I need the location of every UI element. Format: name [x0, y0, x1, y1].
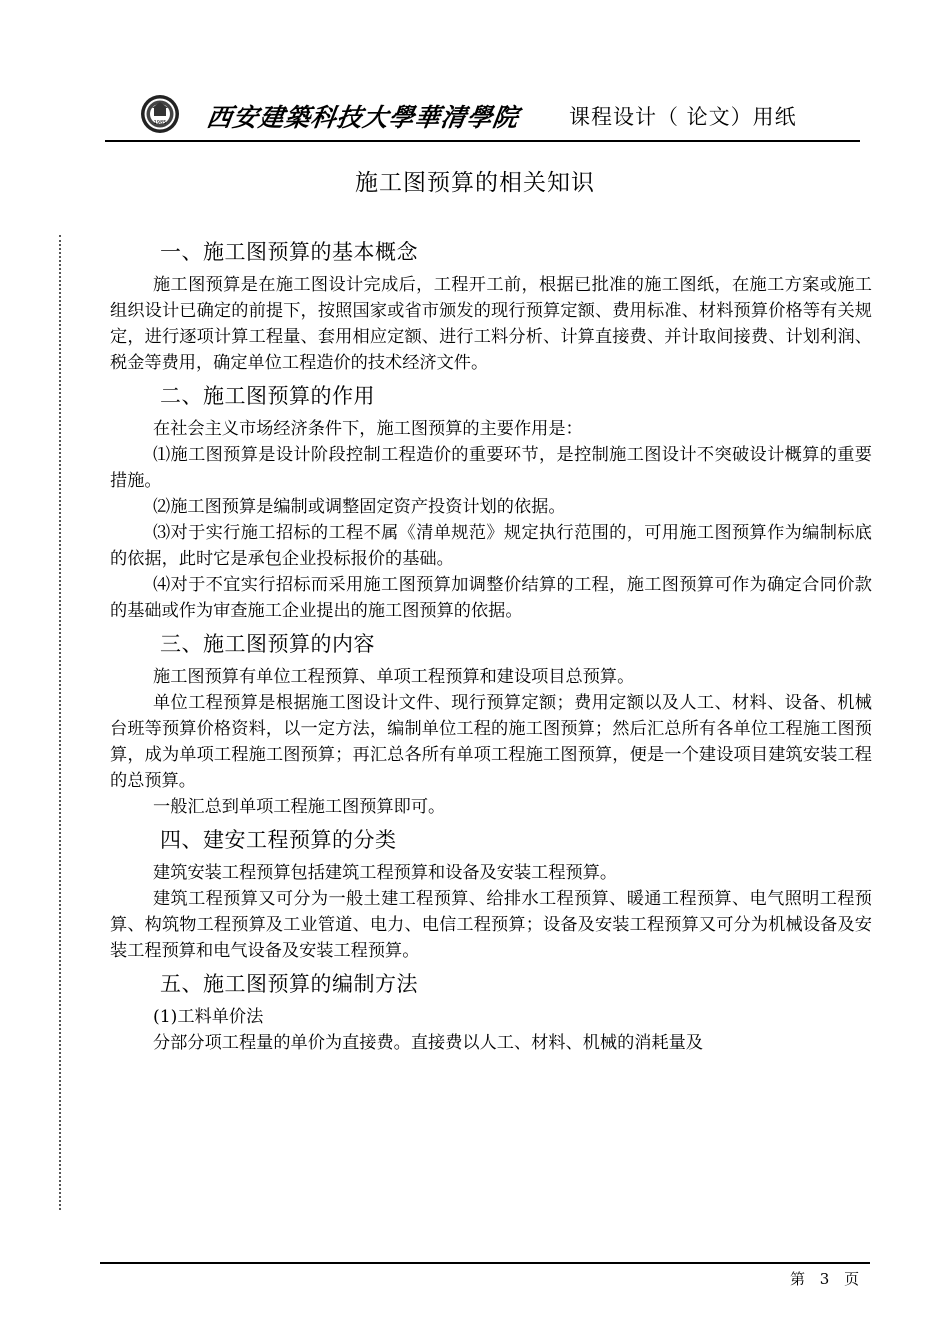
list-item: ⑷对于不宜实行招标而采用施工图预算加调整价结算的工程，施工图预算可作为确定合同价款的基础或作为审查施工企业提出的施工图预算的依据。	[110, 575, 872, 621]
footer-divider	[100, 1262, 870, 1264]
section-classification	[110, 820, 872, 964]
section-heading: 三、施工图预算的内容	[160, 632, 375, 656]
section-basic-concept	[110, 232, 872, 376]
page-number: 第 3 页	[790, 1270, 860, 1288]
paragraph: 一般汇总到单项工程施工图预算即可。	[153, 797, 446, 817]
header-divider	[105, 140, 860, 142]
paragraph: 建筑工程预算又可分为一般土建工程预算、给排水工程预算、暖通工程预算、电气照明工程预算、构筑物工程预算及工业管道、电力、电信工程预算；设备及安装工程预算又可分为机械设备及安装工程预算和电气设备及安装工程预算。	[110, 889, 872, 961]
subheading: (1)工料单价法	[153, 1007, 264, 1027]
page-header	[105, 88, 860, 140]
list-item: ⑶对于实行施工招标的工程不属《清单规范》规定执行范围的，可用施工图预算作为编制标底的依据，此时它是承包企业投标报价的基础。	[110, 523, 872, 569]
document-title: 施工图预算的相关知识	[355, 170, 595, 196]
svg-text:1985: 1985	[153, 120, 167, 126]
paragraph: 施工图预算有单位工程预算、单项工程预算和建设项目总预算。	[153, 667, 635, 687]
section-content	[110, 624, 872, 820]
paragraph: 在社会主义市场经济条件下，施工图预算的主要作用是：	[153, 419, 583, 439]
list-item: ⑵施工图预算是编制或调整固定资产投资计划的依据。	[153, 497, 566, 517]
university-seal-icon	[140, 94, 180, 134]
school-name: 西安建築科技大學華清學院	[204, 103, 521, 132]
list-item: ⑴施工图预算是设计阶段控制工程造价的重要环节，是控制施工图设计不突破设计概算的重要措施。	[110, 445, 872, 491]
section-heading: 一、施工图预算的基本概念	[160, 240, 418, 264]
section-heading: 五、施工图预算的编制方法	[160, 972, 418, 996]
paragraph: 单位工程预算是根据施工图设计文件、现行预算定额；费用定额以及人工、材料、设备、机械台班等预算价格资料，以一定方法，编制单位工程的施工图预算；然后汇总所有各单位工程施工图预算，成为单项工程施工图预算；再汇总各所有单项工程施工图预算，便是一个建设项目建筑安装工程的总预算。	[110, 693, 872, 791]
paragraph: 建筑安装工程预算包括建筑工程预算和设备及安装工程预算。	[153, 863, 618, 883]
binding-margin-line	[59, 235, 61, 1210]
section-heading: 二、施工图预算的作用	[160, 384, 375, 408]
section-role	[110, 376, 872, 624]
paragraph: 施工图预算是在施工图设计完成后，工程开工前，根据已批准的施工图纸，在施工方案或施工组织设计已确定的前提下，按照国家或省市颁发的现行预算定额、费用标准、材料预算价格等有关规定，进行逐项计算工程量、套用相应定额、进行工料分析、计算直接费、并计取间接费、计划利润、税金等费用，确定单位工程造价的技术经济文件。	[110, 275, 872, 373]
paragraph: 分部分项工程量的单价为直接费。直接费以人工、材料、机械的消耗量及	[153, 1033, 704, 1053]
document-body	[110, 232, 872, 1056]
document-type-label: 课程设计（ 论文）用纸	[569, 105, 797, 129]
section-methods	[110, 964, 872, 1056]
section-heading: 四、建安工程预算的分类	[160, 828, 397, 852]
